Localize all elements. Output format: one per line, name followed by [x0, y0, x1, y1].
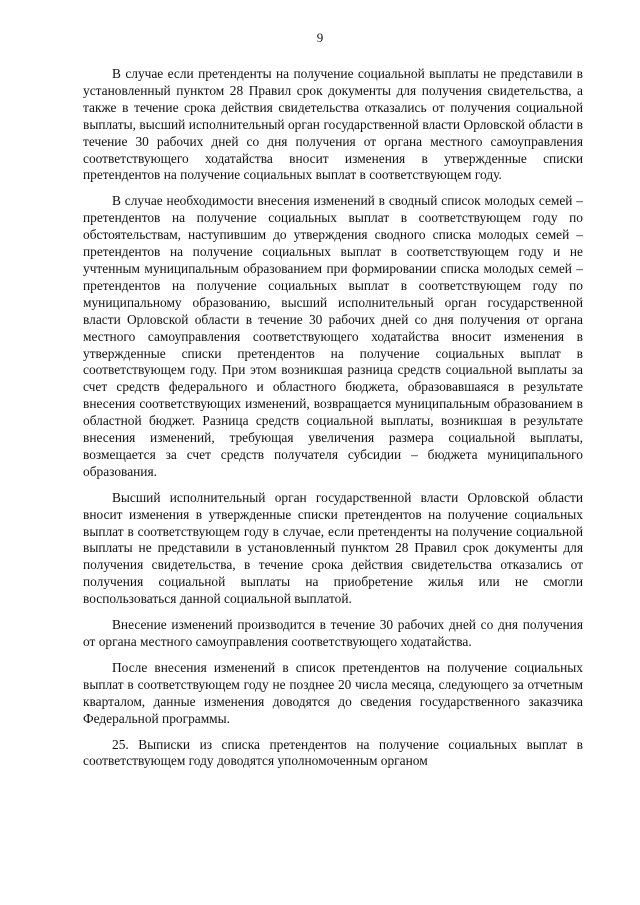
- paragraph-2: В случае необходимости внесения изменений в сводный список молодых семей – претендентов на получение социальных выплат в соответствующем году по обстоятельствам, наступившим до утверждения сводного списка молодых семей – претендентов на получение социальных выплат в соответствующем году и не учтенным муниципальным образованием при формировании списка молодых семей – претендентов на получение социальных выплат в соответствующем году по муниципальному образованию, высший исполнительный орган государственной власти Орловской области в течение 30 рабочих дней со дня получения от органа местного самоуправления соответствующего ходатайства вносит изменения в утвержденные списки претендентов на получение социальных выплат в соответствующем году. При этом возникшая разница средств социальной выплаты за счет средств федерального и областного бюджета, образовавшаяся в результате внесения соответствующих изменений, возвращается муниципальным образованием в областной бюджет. Разница средств социальной выплаты, возникшая в результате внесения изменений, требующая увеличения размера социальной выплаты, возмещается за счет средств получателя субсидии – бюджета муниципального образования.: [83, 193, 583, 479]
- paragraph-1: В случае если претенденты на получение социальной выплаты не представили в установленный пунктом 28 Правил срок документы для получения свидетельства, а также в течение срока действия свидетельства отказались от получения социальной выплаты, высший исполнительный орган государственной власти Орловской области в течение 30 рабочих дней со дня получения от органа местного самоуправления соответствующего ходатайства вносит изменения в утвержденные списки претендентов на получение социальных выплат в соответствующем году.: [83, 66, 583, 183]
- page-number: 9: [316, 30, 324, 45]
- paragraph-6: 25. Выписки из списка претендентов на получение социальных выплат в соответствующем году доводятся уполномоченным органом: [83, 736, 583, 769]
- paragraph-3: Высший исполнительный орган государственной власти Орловской области вносит изменения в утвержденные списки претендентов на получение социальных выплат в соответствующем году в случае, если претенденты на получение социальной выплаты не представили в установленный пунктом 28 Правил срок документы для получения свидетельства, в течение срока действия свидетельства отказались от получения социальной выплаты на приобретение жилья или не смогли воспользоваться данной социальной выплатой.: [83, 489, 583, 607]
- paragraph-5: После внесения изменений в список претендентов на получение социальных выплат в соответствующем году не позднее 20 числа месяца, следующего за отчетным кварталом, данные изменения доводятся до сведения государственного заказчика Федеральной программы.: [83, 659, 583, 726]
- paragraph-4: Внесение изменений производится в течение 30 рабочих дней со дня получения от органа местного самоуправления соответствующего ходатайства.: [83, 617, 583, 649]
- document-body: [83, 66, 583, 779]
